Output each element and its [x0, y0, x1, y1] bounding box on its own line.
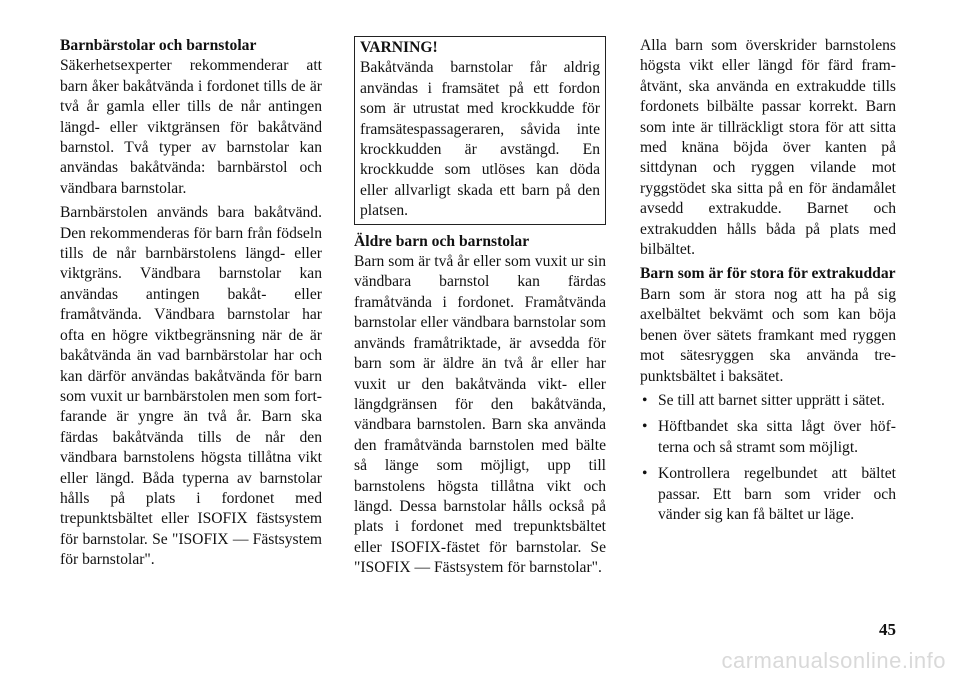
warning-box	[354, 36, 606, 225]
bullet-icon: •	[642, 465, 648, 483]
section-heading-too-large-for-boosters: Barn som är för stora för extrakuddar	[640, 265, 896, 283]
paragraph-booster-seat: Alla barn som överskrider barnstolens högsta vikt eller längd för färd framåtvänt, ska använda en extrakudde tills fordonets bilbälte passar korrekt. Barn som inte är tillräckligt stora för att sitta med knäna böjda över kanten på sittdynan och ryggen vilande mot ryggstödet ska sitta på en för ändamålet avsedd extrakudde. Barnet och extrakudden hålls båda på plats med bilbältet.	[640, 37, 896, 259]
column-right	[640, 36, 896, 531]
paragraph-forward-facing: Barn som är två år eller som vuxit ur sin vändbara barnstol kan färdas framåtvända i fordonet. Framåtvända barnstolar eller vändbara barnstolar som används framåtriktade, är avsedda för barn som är äldre än två år eller har vuxit ur den bakåtvända vikt- eller längdgränsen för den bakåtvända, vändbara barnstolen. Barn ska använda den framåtvända barnstolen med bälte så länge som möjligt, upp till barnstolens högsta tillåtna vikt och längd. Dessa barnstolar hålls också på plats i fordonet med trepunktsbältet eller ISOFIX-fästet för barnstolar. Se "ISOFIX — Fästsystem för barnstolar".	[354, 253, 606, 577]
paragraph-rear-facing-recommendation: Säkerhetsexperter rekommenderar att barn åker bakåtvända i fordonet tills de är två år gamla eller tills de når antingen längd- eller viktgränsen för bakåtvänd barnstol. Två typer av barnstolar kan användas bakåtvända: barnbärstol och vändbara barnstolar.	[60, 57, 322, 197]
belt-checklist	[640, 391, 896, 525]
paragraph-infant-carrier: Barnbärstolen används bara bakåtvänd. Den rekommenderas för barn från födseln tills de når barnbärstolens längd- eller viktgräns. Vändbara barnstolar kan användas antingen bakåt- eller framåtvända. Vändbara barnstolar har ofta en högre viktbegränsning när de är bakåtvända än vad barnbärstolar har och kan därför användas bakåtvända för barn som vuxit ur barnbärstolen men som fortfarande är yngre än två år. Barn ska färdas bakåtvända tills de når den vändbara barnstolens högsta tillåtna vikt eller längd. Båda typerna av barnstolar hålls på plats i fordonet med trepunktsbältet eller ISOFIX fästsystem för barnstolar. Se "ISOFIX — Fästsystem för barnstolar".	[60, 204, 322, 569]
list-item	[640, 391, 896, 411]
warning-text: Bakåtvända barnstolar får aldrig användas i framsätet på ett fordon som är utrustat med krockkudde för framsätespassageraren, såvida inte krockkudden är avstängd. En krockkudde som utlöses kan döda eller allvarligt skada ett barn på den platsen.	[360, 59, 600, 220]
list-item	[640, 464, 896, 525]
page-number: 45	[879, 620, 896, 639]
paragraph-three-point-belt: Barn som är stora nog att ha på sig axelbältet bekvämt och som kan böja benen över sätets framkant med ryggen mot sätesryggen ska använda trepunktsbältet i baksätet.	[640, 285, 896, 385]
bullet-icon: •	[642, 418, 648, 436]
list-item-text: Kontrollera regelbundet att bältet passar. Ett barn som vrider och vänder sig kan få bältet ur läge.	[658, 465, 896, 523]
section-heading-infant-seats: Barnbärstolar och barnstolar	[60, 37, 257, 54]
column-left	[60, 36, 322, 575]
column-middle	[354, 36, 606, 583]
list-item-text: Höftbandet ska sitta lågt över höfterna och så stramt som möjligt.	[658, 418, 896, 456]
warning-title: VARNING!	[360, 39, 438, 56]
list-item	[640, 417, 896, 458]
watermark: carmanualsonline.info	[721, 648, 946, 673]
list-item-text: Se till att barnet sitter upprätt i sätet.	[658, 391, 885, 409]
bullet-icon: •	[642, 391, 648, 409]
section-heading-older-children: Äldre barn och barnstolar	[354, 232, 530, 250]
